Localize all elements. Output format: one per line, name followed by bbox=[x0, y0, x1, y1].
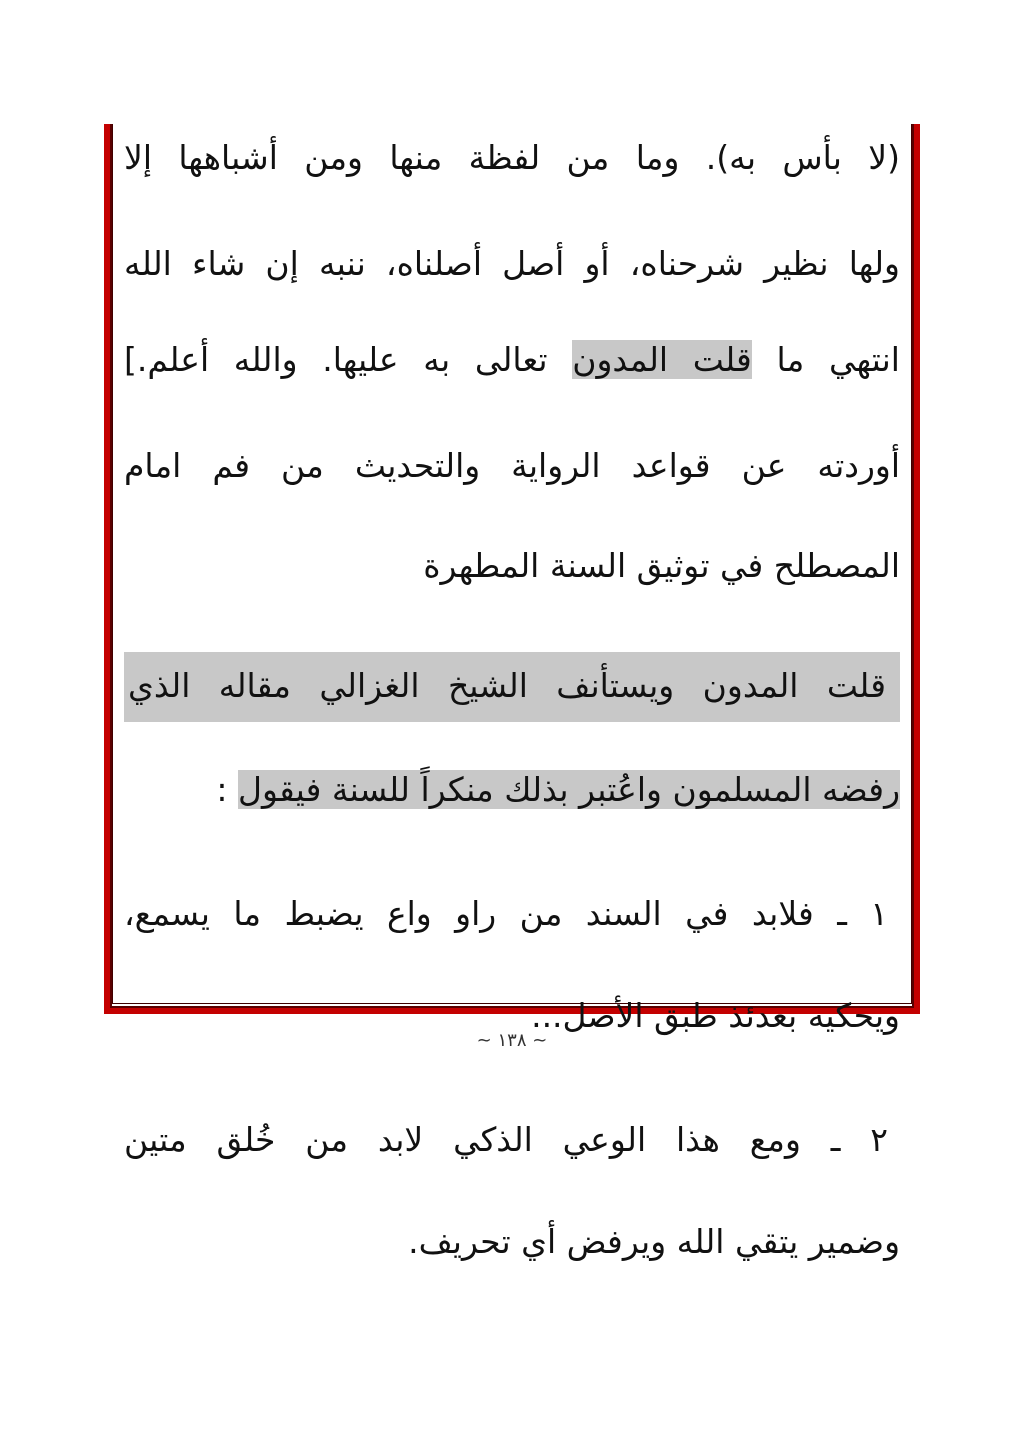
text-line: أوردته عن قواعد الرواية والتحديث من فم امام bbox=[124, 446, 900, 485]
list-item-1-line: ١ ـ فلابد في السند من راو واع يضبط ما يسمع، bbox=[124, 894, 888, 933]
text-line: المصطلح في توثيق السنة المطهرة bbox=[423, 546, 900, 585]
text-line bbox=[124, 332, 900, 388]
highlighted-phrase: رفضه المسلمون واعُتبر بذلك منكراً للسنة فيقول bbox=[237, 770, 900, 809]
text-segment: انتهي ما bbox=[776, 340, 900, 379]
list-item-1-line: ويحكيه بعدئذ طبق الأصل... bbox=[531, 996, 900, 1035]
highlighted-phrase: قلت المدون bbox=[572, 340, 752, 379]
list-item-2-line: ٢ ـ ومع هذا الوعي الذكي لابد من خُلق متين bbox=[124, 1120, 888, 1159]
text-line: (لا بأس به). وما من لفظة منها ومن أشباهها إلا bbox=[124, 138, 900, 177]
text-segment: : bbox=[216, 770, 228, 809]
text-line-highlighted: قلت المدون ويستأنف الشيخ الغزالي مقاله الذي bbox=[128, 666, 886, 705]
text-segment: تعالى به عليها. والله أعلم.] bbox=[124, 340, 548, 379]
text-line: ولها نظير شرحناه، أو أصل أصلناه، ننبه إن شاء الله bbox=[124, 244, 900, 283]
page-number: ~ ١٣٨ ~ bbox=[476, 1030, 548, 1051]
text-line bbox=[124, 762, 900, 818]
list-item-2-line: وضمير يتقي الله ويرفض أي تحريف. bbox=[408, 1222, 900, 1261]
